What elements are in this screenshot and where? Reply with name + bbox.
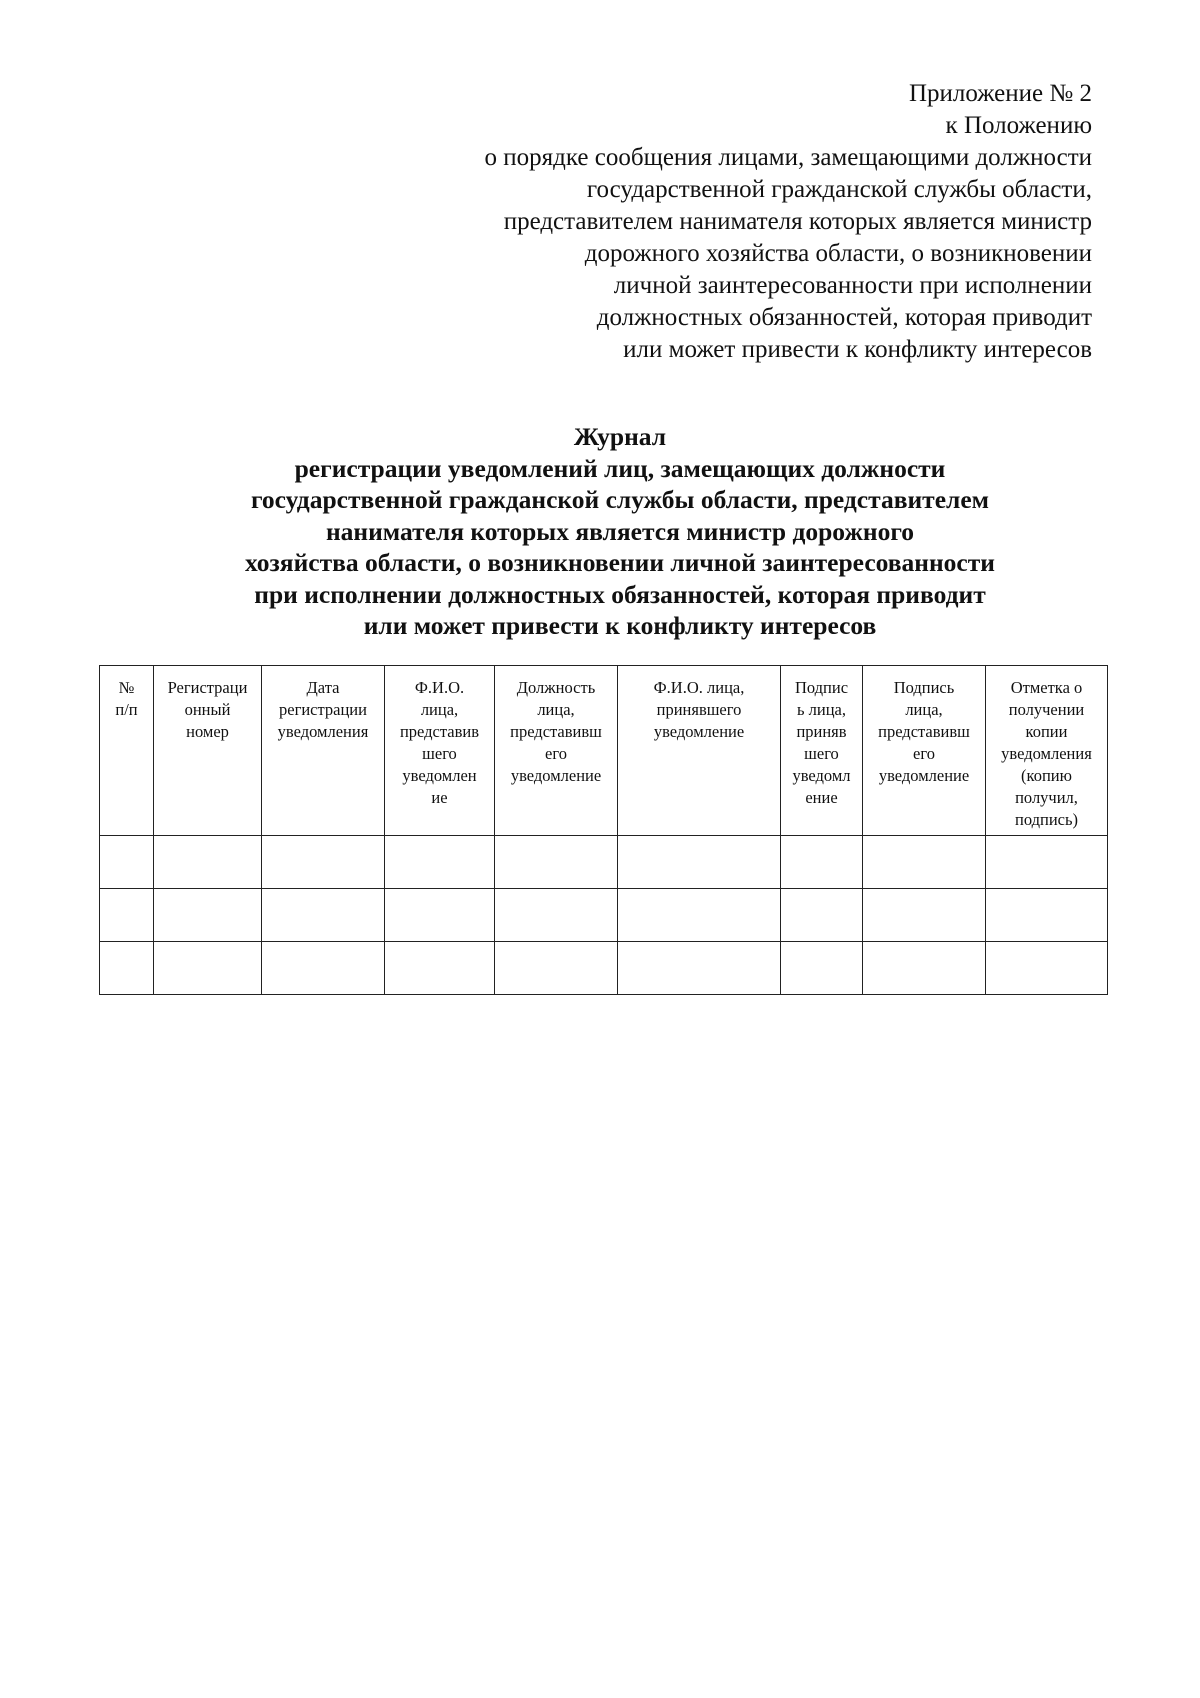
header-submitter-position xyxy=(495,666,618,836)
header-text: ь лица, xyxy=(797,700,846,719)
table-cell xyxy=(986,889,1108,942)
header-text: принявшего xyxy=(656,700,742,719)
table-cell xyxy=(781,889,863,942)
header-text: номер xyxy=(186,722,229,741)
header-number xyxy=(100,666,154,836)
table-cell xyxy=(618,942,781,995)
header-text: Ф.И.О. лица, xyxy=(653,678,745,697)
header-text: получил, xyxy=(1015,788,1078,807)
title-line: Журнал xyxy=(573,422,667,451)
header-text: п/п xyxy=(115,700,138,719)
table-cell xyxy=(863,836,986,889)
header-text: представивш xyxy=(510,722,602,741)
appendix-line: или может привести к конфликту интересов xyxy=(623,336,1092,363)
header-text: лица, xyxy=(420,700,459,719)
header-text: приняв xyxy=(796,722,847,741)
title-line: при исполнении должностных обязанностей, которая приводит xyxy=(254,579,986,609)
header-text: шего xyxy=(422,744,457,763)
header-text: уведомлен xyxy=(402,766,477,785)
journal-title xyxy=(200,421,1040,642)
header-text: его xyxy=(913,744,935,763)
appendix-note xyxy=(392,78,1092,366)
title-line: государственной гражданской службы области, представителем xyxy=(250,485,990,514)
header-copy-receipt-mark xyxy=(986,666,1108,836)
table-cell xyxy=(262,889,385,942)
header-text: лица, xyxy=(537,700,575,719)
header-receiver-signature xyxy=(781,666,863,836)
table-cell xyxy=(385,836,495,889)
table-cell xyxy=(385,889,495,942)
header-text: уведомл xyxy=(792,766,851,785)
table-cell xyxy=(100,942,154,995)
header-registration-number xyxy=(154,666,262,836)
table-cell xyxy=(986,942,1108,995)
header-registration-date xyxy=(262,666,385,836)
table-row xyxy=(100,836,1108,889)
appendix-line: личной заинтересованности при исполнении xyxy=(613,272,1092,299)
appendix-line: к Положению xyxy=(945,112,1092,139)
header-submitter-signature xyxy=(863,666,986,836)
header-text: Ф.И.О. xyxy=(414,678,465,697)
header-text: уведомление xyxy=(653,722,745,741)
table-cell xyxy=(385,942,495,995)
header-text: лица, xyxy=(905,700,943,719)
header-text: шего xyxy=(804,744,839,763)
table-cell xyxy=(618,889,781,942)
header-text: уведомление xyxy=(510,766,602,785)
table-cell xyxy=(495,942,618,995)
table-cell xyxy=(154,942,262,995)
appendix-line: о порядке сообщения лицами, замещающими должности xyxy=(484,144,1092,171)
header-text: Должность xyxy=(516,678,596,697)
header-submitter-name xyxy=(385,666,495,836)
appendix-line: дорожного хозяйства области, о возникновении xyxy=(584,240,1092,267)
appendix-line: Приложение № 2 xyxy=(908,80,1092,107)
table-cell xyxy=(863,942,986,995)
table-cell xyxy=(863,889,986,942)
table-row xyxy=(100,942,1108,995)
table-cell xyxy=(495,836,618,889)
title-line: или может привести к конфликту интересов xyxy=(363,611,877,640)
table-cell xyxy=(154,889,262,942)
table-cell xyxy=(262,942,385,995)
header-text: ение xyxy=(805,788,838,807)
table-cell xyxy=(154,836,262,889)
header-text: Подпись xyxy=(893,678,955,697)
table-cell xyxy=(618,836,781,889)
header-text: уведомления xyxy=(277,722,369,741)
header-text: Регистраци xyxy=(167,678,248,697)
appendix-line: представителем нанимателя которых является министр xyxy=(503,208,1092,235)
table-cell xyxy=(781,836,863,889)
table-cell xyxy=(781,942,863,995)
appendix-line: государственной гражданской службы области, xyxy=(586,176,1092,203)
header-text: представив xyxy=(399,722,480,741)
table-cell xyxy=(100,889,154,942)
header-text: копии xyxy=(1025,722,1068,741)
header-text: его xyxy=(545,744,567,763)
table-cell xyxy=(262,836,385,889)
header-text: Отметка о xyxy=(1010,678,1083,697)
header-text: регистрации xyxy=(279,700,367,719)
header-text: Дата xyxy=(306,678,340,697)
table-cell xyxy=(495,889,618,942)
header-text: (копию xyxy=(1021,766,1072,785)
table-cell xyxy=(100,836,154,889)
header-receiver-name xyxy=(618,666,781,836)
title-line: регистрации уведомлений лиц, замещающих должности xyxy=(294,453,946,483)
header-text: подпись) xyxy=(1014,810,1078,829)
header-text: № xyxy=(118,678,135,697)
header-text: уведомления xyxy=(1001,744,1092,763)
table-header-row xyxy=(100,666,1108,836)
table-row xyxy=(100,889,1108,942)
journal-table xyxy=(99,665,1108,995)
header-text: уведомление xyxy=(878,766,970,785)
header-text: Подпис xyxy=(794,678,849,697)
header-text: представивш xyxy=(878,722,970,741)
header-text: ие xyxy=(431,788,448,807)
table-cell xyxy=(986,836,1108,889)
title-line: хозяйства области, о возникновении личной заинтересованности xyxy=(245,548,995,577)
header-text: онный xyxy=(184,700,231,719)
appendix-line: должностных обязанностей, которая приводит xyxy=(596,304,1092,331)
title-line: нанимателя которых является министр дорожного xyxy=(325,516,915,546)
header-text: получении xyxy=(1008,700,1085,719)
